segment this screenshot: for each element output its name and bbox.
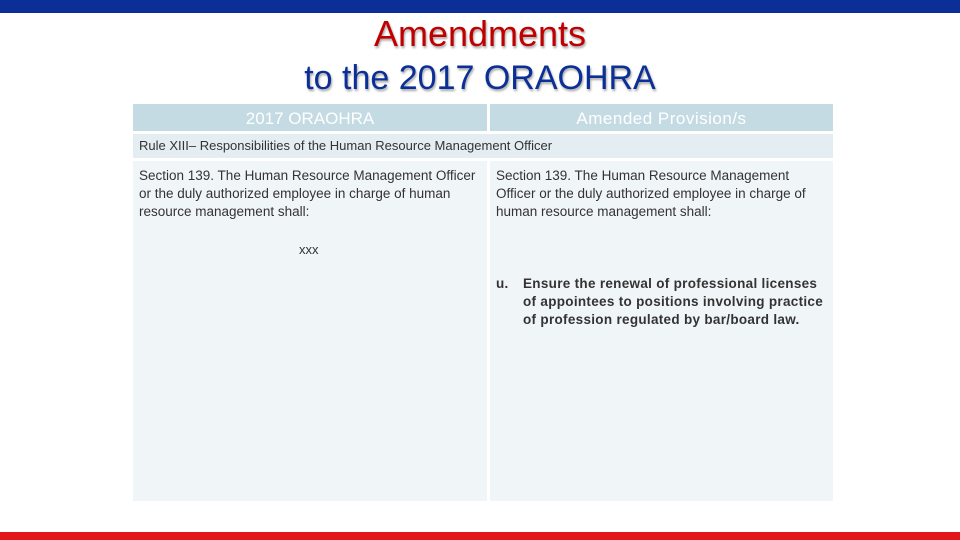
amended-provision-cell: [490, 161, 833, 501]
slide-subtitle: to the 2017 ORAOHRA: [304, 59, 656, 97]
amended-item-marker: u.: [496, 276, 509, 291]
column-header-original: 2017 ORAOHRA: [133, 104, 487, 131]
slide-title: Amendments: [373, 13, 587, 54]
top-accent-bar: [0, 0, 960, 13]
original-provision-cell: [133, 161, 487, 501]
amended-item: [496, 275, 826, 329]
rule-title-row: Rule XIII– Responsibilities of the Human Resource Management Officer: [133, 134, 833, 158]
amended-item-text: Ensure the renewal of professional licenses of appointees to positions involving practice of profession regulated by bar/board law.: [523, 276, 824, 327]
amended-section-text: Section 139. The Human Resource Management Officer or the duly authorized employee in charge of human resource management shall:: [496, 168, 806, 219]
original-section-text: Section 139. The Human Resource Management Officer or the duly authorized employee in charge of human resource management shall:: [139, 168, 476, 219]
column-header-amended: Amended Provision/s: [490, 104, 833, 131]
bottom-accent-bar: [0, 532, 960, 540]
omission-marker: xxx: [299, 242, 319, 257]
comparison-table: [133, 104, 833, 501]
